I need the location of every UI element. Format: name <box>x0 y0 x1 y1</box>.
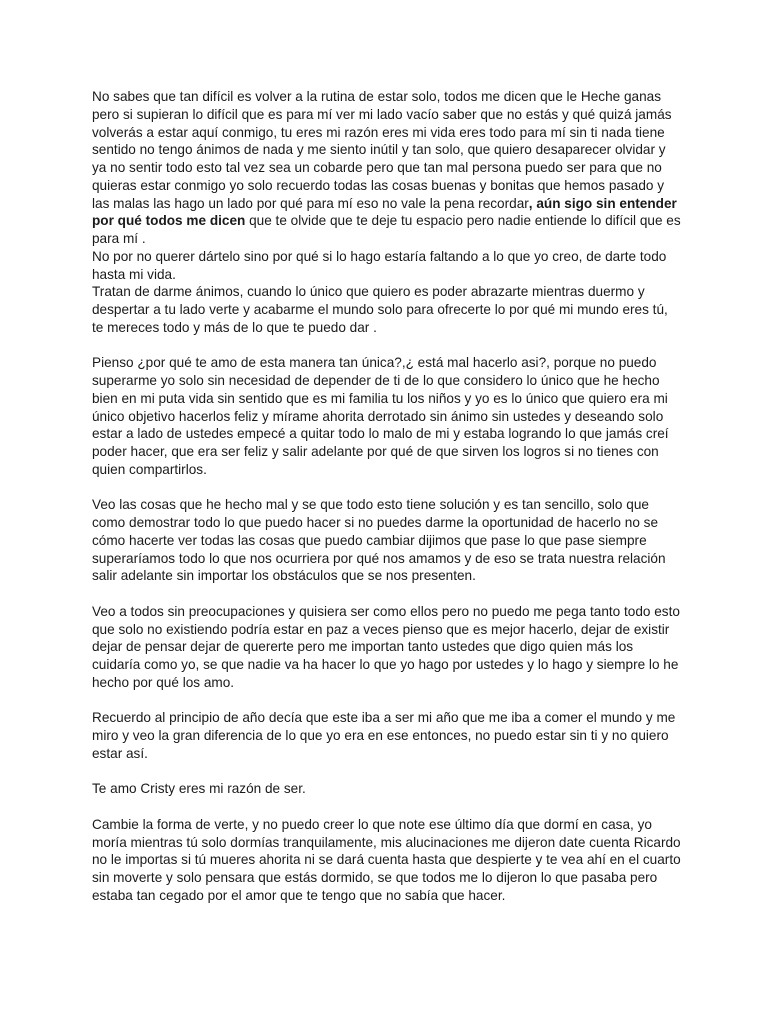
paragraph-2: Pienso ¿por qué te amo de esta manera tan única?,¿ está mal hacerlo asi?, porque no puedo superarme yo solo sin necesidad de depender de ti de lo que considero lo único que he hecho bien en mi puta vida sin sentido que es mi familia tu los niños y yo es lo único que quiero era mi único objetivo hacerlos feliz y mírame ahorita derrotado sin ánimo sin ustedes y deseando solo estar a lado de ustedes empecé a quitar todo lo malo de mi y estaba logrando lo que jamás creí poder hacer, que era ser feliz y salir adelante por qué de que sirven los logros si no tienes con quien compartirlos. <box>92 355 669 477</box>
paragraph-1-line-1 <box>92 88 682 248</box>
document-page <box>92 88 682 905</box>
paragraph-1-line-3: Tratan de darme ánimos, cuando lo único que quiero es poder abrazarte mientras duermo y despertar a tu lado verte y acabarme el mundo solo para ofrecerte lo por qué mi mundo eres tú, te mereces todo y más de lo que te puedo dar . <box>92 284 668 335</box>
paragraph-5: Recuerdo al principio de año decía que este iba a ser mi año que me iba a comer el mundo y me miro y veo la gran diferencia de lo que yo era en ese entonces, no puedo estar sin ti y no quiero estar así. <box>92 710 676 761</box>
paragraph-7: Cambie la forma de verte, y no puedo creer lo que note ese último día que dormí en casa, yo moría mientras tú solo dormías tranquilamente, mis alucinaciones me dijeron date cuenta Ricardo no le importas si tú mueres ahorita ni se dará cuenta hasta que despierte y te vea ahí en el cuarto sin moverte y solo pensara que estás dormido, se que todos me lo dijeron lo que pasaba pero estaba tan cegado por el amor que te tengo que no sabía que hacer. <box>92 816 681 903</box>
paragraph-3: Veo las cosas que he hecho mal y se que todo esto tiene solución y es tan sencillo, solo que como demostrar todo lo que puedo hacer si no puedes darme la oportunidad de hacerlo no se cómo hacerte ver todas las cosas que puedo cambiar dijimos que pase lo que pase siempre superaríamos todo lo que nos ocurriera por qué nos amamos y de eso se trata nuestra relación salir adelante sin importar los obstáculos que se nos presenten. <box>92 497 666 584</box>
paragraph-1-bold-text: , aún sigo sin entender por qué todos me dicen <box>92 195 677 229</box>
paragraph-1-text-before: No sabes que tan difícil es volver a la rutina de estar solo, todos me dicen que le Heche ganas pero si supieran lo difícil que es para mí ver mi lado vacío saber que no estás y qué quizá jamás volverás a estar aquí conmigo, tu eres mi razón eres mi vida eres todo para mí sin ti nada tiene sentido no tengo ánimos de nada y me siento inútil y tan solo, que quiero desaparecer olvidar y ya no sentir todo esto tal vez sea un cobarde pero que tan mal persona puedo ser para que no quieras estar conmigo yo solo recuerdo todas las cosas buenas y bonitas que hemos pasado y las malas las hago un lado por qué para mí eso no vale la pena recordar <box>92 89 672 211</box>
paragraph-6: Te amo Cristy eres mi razón de ser. <box>92 781 306 797</box>
paragraph-1-text-after: que te olvide que te deje tu espacio pero nadie entiende lo difícil que es para mí . <box>92 213 681 246</box>
paragraph-1 <box>92 88 682 337</box>
paragraph-4: Veo a todos sin preocupaciones y quisiera ser como ellos pero no puedo me pega tanto todo esto que solo no existiendo podría estar en paz a veces pienso que es mejor hacerlo, dejar de existir dejar de pensar dejar de quererte pero me importan tanto ustedes que digo quien más los cuidaría como yo, se que nadie va ha hacer lo que yo hago por ustedes y lo hago y siempre lo he hecho por qué los amo. <box>92 603 680 690</box>
paragraph-1-line-2: No por no querer dártelo sino por qué si lo hago estaría faltando a lo que yo creo, de darte todo hasta mi vida. <box>92 248 667 282</box>
